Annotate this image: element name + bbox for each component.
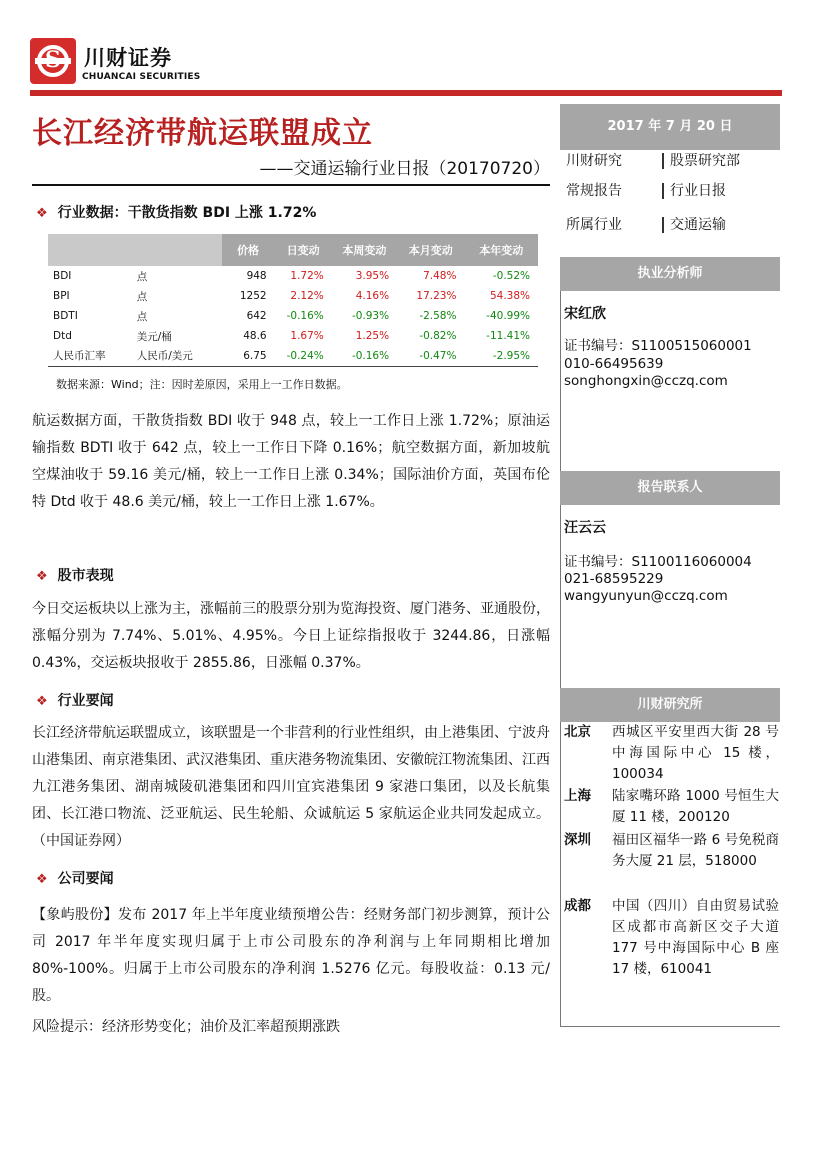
table-header-cell: 本月变动 [397,234,464,266]
section-heading-market [36,565,114,585]
table-header-cell: 本周变动 [332,234,397,266]
contact-name: 汪云云 [564,520,606,536]
meta-value: 行业日报 [662,183,726,199]
row-month-change: -0.82% [419,330,457,342]
office-shenzhen [564,830,779,872]
brand-name-en: CHUANCAI SECURITIES [82,72,201,82]
diamond-icon: ❖ [36,206,48,221]
row-unit: 点 [136,290,148,303]
office-chengdu [564,896,779,980]
analyst-section-header: 执业分析师 [560,257,780,291]
row-unit: 点 [136,310,148,323]
paragraph-text: 今日交运板块以上涨为主，涨幅前三的股票分别为览海投资、厦门港务、亚通股份，涨幅分别为 7.74%、5.01%、4.95%。今日上证综指报收于 3244.86，日涨幅 0.43%，交运板块报收于 2855.86，日涨幅 0.37%。 [32,601,550,671]
table-source-note: 数据来源：Wind；注：因时差原因，采用上一工作日数据。 [56,378,348,391]
row-week-change: -0.93% [351,310,390,322]
report-date: 2017 年 7 月 20 日 [560,104,780,150]
paragraph-industry-data [32,408,550,516]
paragraph-company-news [32,902,550,1010]
diamond-icon: ❖ [36,872,48,887]
row-year-change: -11.41% [486,330,530,342]
row-price: 642 [246,310,267,322]
sidebar-border [560,722,561,1026]
table-header-blank [48,234,132,266]
row-day-change: -0.16% [286,310,324,322]
section-heading-company-news [36,868,114,888]
office-address: 西城区平安里西大街 28 号中海国际中心 15 楼，100034 [612,724,779,782]
risk-warning [32,1014,550,1041]
office-city: 深圳 [564,832,591,848]
brand-name-cn: 川财证券 [84,46,172,70]
section-heading-text: 公司要闻 [57,871,114,887]
table-header-cell: 日变动 [275,234,332,266]
industry-data-table [48,234,538,367]
diamond-icon: ❖ [36,694,48,709]
office-beijing [564,722,779,785]
risk-text: 风险提示：经济形势变化；油价及汇率超预期涨跌 [32,1019,340,1035]
section-heading-industry-data [36,202,316,222]
table-header-blank [132,234,222,266]
row-price: 1252 [239,290,267,302]
meta-key: 川财研究 [566,153,622,169]
table-row [48,286,538,306]
row-unit: 点 [136,270,148,283]
row-name: BDI [53,270,72,282]
row-price: 48.6 [243,330,267,342]
row-name: BDTI [53,310,78,322]
diamond-icon: ❖ [36,569,48,584]
office-city: 成都 [564,898,591,914]
office-address: 福田区福华一路 6 号免税商务大厦 21 层，518000 [612,832,779,869]
paragraph-industry-news [32,720,550,855]
contact-section-header: 报告联系人 [560,471,780,505]
meta-value: 交通运输 [662,217,726,233]
paragraph-text: 航运数据方面，干散货指数 BDI 收于 948 点，较上一工作日上涨 1.72%；原油运输指数 BDTI 收于 642 点，较上一工作日下降 0.16%；航空数据方面，新加坡航空煤油收于 59.16 美元/桶，较上一工作日上涨 0.34%；国际油价方面，英国布伦特 Dtd 收于 48.6 美元/桶，较上一工作日上涨 1.67%。 [32,413,550,510]
section-heading-text: 行业要闻 [57,693,114,709]
paragraph-text: 长江经济带航运联盟成立，该联盟是一个非营利的行业性组织，由上港集团、宁波舟山港集团、南京港集团、武汉港集团、重庆港务物流集团、安徽皖江物流集团、江西九江港务集团、湖南城陵矶港集团和四川宜宾港集团 9 家港口集团，以及长航集团、长江港口物流、泛亚航运、民生轮船、众诚航运 5 家航运企业共同发起成立。（中国证券网） [32,725,550,849]
contact-email: wangyunyun@cczq.com [564,588,728,604]
meta-value: 股票研究部 [662,153,740,169]
row-day-change: -0.24% [275,346,332,366]
row-name: Dtd [53,330,72,342]
section-heading-text: 股市表现 [57,568,114,584]
row-unit: 人民币/美元 [132,346,222,366]
row-day-change: 1.67% [290,330,324,342]
row-month-change: 7.48% [423,270,457,282]
table-row [48,266,538,286]
paragraph-market [32,596,550,677]
analyst-cert: 证书编号：S1100515060001 [564,338,752,354]
row-day-change: 2.12% [290,290,324,302]
meta-row-research [566,150,740,170]
section-heading-industry-news [36,690,114,710]
row-year-change: -40.99% [486,310,530,322]
paragraph-text: 【象屿股份】发布 2017 年上半年度业绩预增公告：经财务部门初步测算，预计公司 2017 年半年度实现归属于上市公司股东的净利润与上年同期相比增加 80%-100%。归属于上市公司股东的净利润 1.5276 亿元。每股收益：0.13 元/股。 [32,907,550,1004]
office-shanghai [564,786,779,828]
sidebar-border [560,291,561,471]
report-subtitle: ——交通运输行业日报（20170720） [259,159,550,179]
row-unit: 美元/桶 [136,330,172,343]
report-title: 长江经济带航运联盟成立 [32,116,373,151]
analyst-email: songhongxin@cczq.com [564,373,728,389]
table-row [48,346,538,366]
row-year-change: 54.38% [489,290,530,302]
table-row [48,326,538,346]
row-name: 人民币汇率 [48,346,132,366]
office-city: 上海 [564,788,591,804]
row-week-change: 3.95% [355,270,390,282]
institute-section-header: 川财研究所 [560,688,780,722]
row-month-change: 17.23% [416,290,457,302]
meta-row-report-type [566,180,726,200]
meta-key: 所属行业 [566,217,622,233]
contact-cert: 证书编号：S1100116060004 [564,554,752,570]
title-divider [32,184,550,186]
contact-phone: 021-68595229 [564,571,664,587]
row-name: BPI [53,290,70,302]
logo-letter: S [45,47,61,73]
meta-key: 常规报告 [566,183,622,199]
table-header-cell: 本年变动 [464,234,538,266]
table-row [48,306,538,326]
row-price: 6.75 [222,346,275,366]
row-year-change: -2.95% [464,346,538,366]
table-header-row [48,234,538,266]
office-city: 北京 [564,724,591,740]
row-price: 948 [246,270,267,282]
meta-row-industry [566,214,726,234]
analyst-name: 宋红欣 [564,306,606,322]
row-week-change: -0.16% [332,346,397,366]
row-month-change: -2.58% [419,310,457,322]
company-logo [30,38,76,84]
section-heading-text: 行业数据：干散货指数 BDI 上涨 1.72% [57,205,317,221]
sidebar-bottom-border [560,1026,780,1027]
office-address: 中国（四川）自由贸易试验区成都市高新区交子大道 177 号中海国际中心 B 座 17 楼，610041 [612,898,779,977]
office-address: 陆家嘴环路 1000 号恒生大厦 11 楼，200120 [612,788,779,825]
row-day-change: 1.72% [290,270,324,282]
analyst-phone: 010-66495639 [564,356,664,372]
row-week-change: 4.16% [355,290,390,302]
sidebar-border [560,505,561,688]
header-rule [30,90,782,96]
table-header-cell: 价格 [222,234,275,266]
row-month-change: -0.47% [397,346,464,366]
row-week-change: 1.25% [355,330,390,342]
row-year-change: -0.52% [492,270,530,282]
